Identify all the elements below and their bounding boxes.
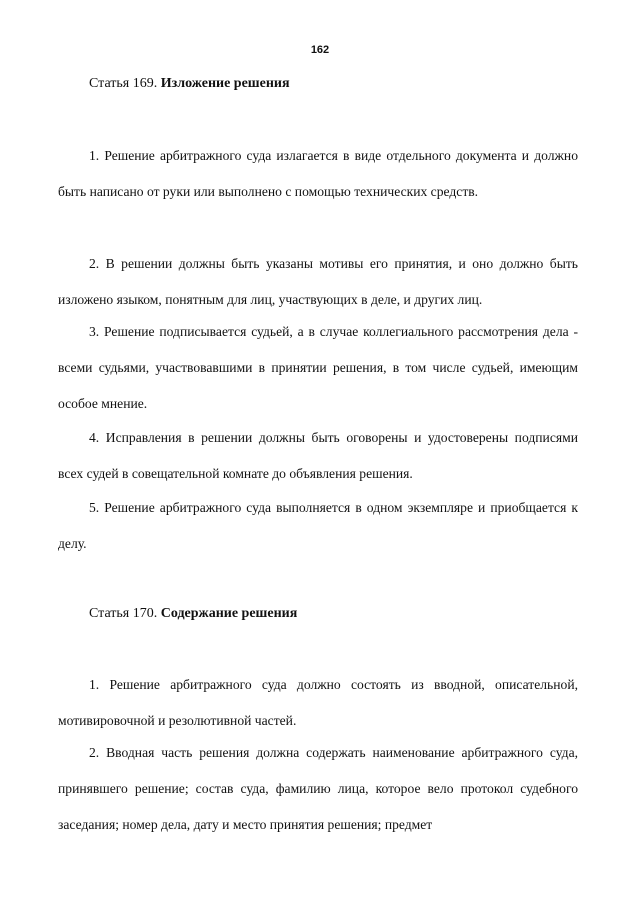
article-170-heading bbox=[89, 605, 297, 623]
article-169-paragraph-3: 3. Решение подписывается судьей, а в случае коллегиального рассмотрения дела - всеми судьями, участвовавшими в принятии решения, в том числе судьей, имеющим особое мнение. bbox=[58, 324, 578, 411]
article-169-title: Изложение решения bbox=[160, 76, 290, 91]
article-169-heading bbox=[89, 75, 290, 93]
article-169-paragraph-5: 5. Решение арбитражного суда выполняется в одном экземпляре и приобщается к делу. bbox=[58, 500, 578, 551]
article-170-title: Содержание решения bbox=[160, 606, 298, 621]
article-170-prefix: Статья 170. bbox=[89, 606, 161, 621]
page-number: 162 bbox=[310, 44, 330, 56]
article-169-paragraph-4: 4. Исправления в решении должны быть оговорены и удостоверены подписями всех судей в совещательной комнате до объявления решения. bbox=[58, 430, 578, 481]
article-169-prefix: Статья 169. bbox=[89, 76, 161, 91]
article-170-paragraph-2: 2. Вводная часть решения должна содержать наименование арбитражного суда, принявшего решение; состав суда, фамилию лица, которое вело протокол судебного заседания; номер дела, дату и место принятия решения; предмет bbox=[58, 745, 578, 832]
article-169-paragraph-2: 2. В решении должны быть указаны мотивы его принятия, и оно должно быть изложено языком, понятным для лиц, участвующих в деле, и других лиц. bbox=[58, 256, 578, 307]
article-170-paragraph-1: 1. Решение арбитражного суда должно состоять из вводной, описательной, мотивировочной и резолютивной частей. bbox=[58, 677, 578, 728]
article-169-paragraph-1: 1. Решение арбитражного суда излагается в виде отдельного документа и должно быть написано от руки или выполнено с помощью технических средств. bbox=[58, 148, 578, 199]
